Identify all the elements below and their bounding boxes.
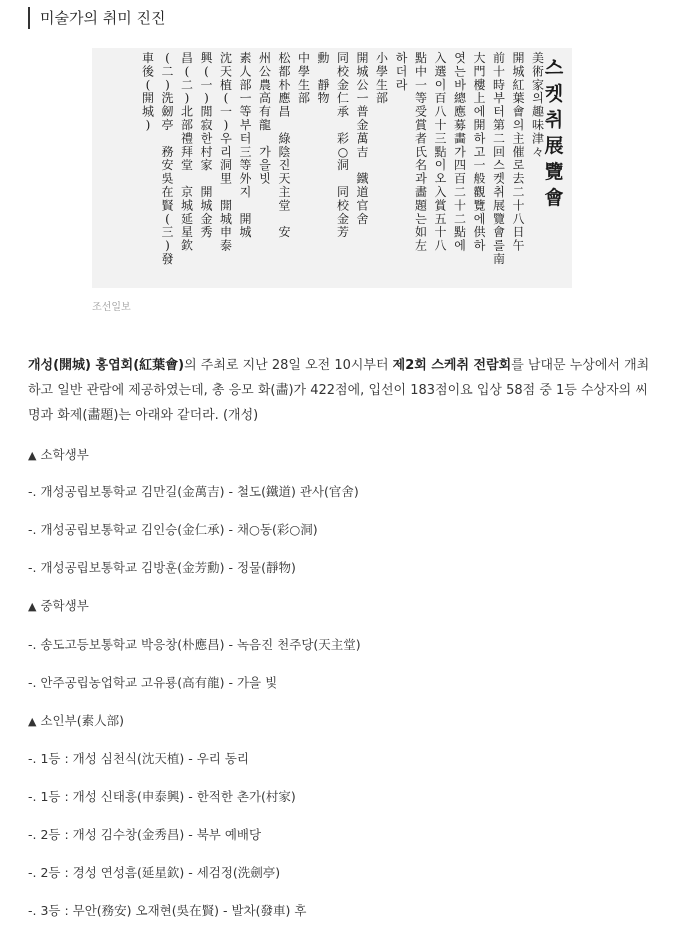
clipping-column: 點中一等受賞者氏名 과 畵題 는 如左 [414,51,428,253]
list-item: -. 1등 : 개성 신태흥(申泰興) - 한적한 촌가(村家) [28,789,296,804]
section-title: 미술가의 취미 진진 [28,7,165,29]
clipping-column: 勳 靜物 [317,51,330,106]
list-item: -. 2등 : 개성 김수창(金秀昌) - 북부 예배당 [28,827,262,842]
list-item: -. 1등 : 개성 심천식(沈天植) - 우리 동리 [28,751,249,766]
clipping-column: 大門樓上 에 開 하 고 一般觀覽 에 供 하 [473,51,486,253]
clipping-column: 松都朴應昌 綠陰 진 天主堂 安 [278,51,291,240]
clipping-column: 前十時 부 터 第二回 스 켓 취 展覽會 를 南 [492,51,506,266]
clipping-column: 中學生部 [297,51,311,106]
clipping-column: 車後(開城) [141,51,155,132]
section-heading-label: 중학생부 [40,598,89,613]
clipping-column: 엿 는 바 總應募畵 가 四百二十二點 에 [453,51,467,253]
section-heading-label: 소인부(素人部) [40,713,124,728]
clipping-column: 沈天植(一) 우 리 洞里 開城申泰 [219,51,233,253]
triangle-icon: ▲ [28,715,37,728]
intro-host: 개성(開城) 홍엽회(紅葉會) [28,358,185,373]
intro-text-2: 를 남대문 누상에서 개최하고 일반 관람에 제공하였는데, 총 응모 화(畵)가 422점에, 입선이 183점이요 입상 58점 중 1등 수상자의 씨명과 화제(畵題)는 아래와 같더라. (개성) [28,358,650,423]
clipping-column: (二)洗劒亭 務安吳在賢(三)發 [161,51,174,266]
clipping-column: 開城公 ㅡ 普金萬吉 鐵道官舍 [356,51,369,226]
triangle-icon: ▲ [28,600,37,613]
clipping-column: 昌(二)北部禮拜堂 京城延星欽 [180,51,194,253]
list-item: -. 3등 : 무안(務安) 오재현(吳在賢) - 발차(發車) 후 [28,903,307,918]
section-heading-elementary [28,446,89,465]
intro-event: 제2회 스케취 전람회 [392,358,512,373]
list-item: -. 개성공립보통학교 김인승(金仁承) - 채○동(彩○洞) [28,522,318,537]
clipping-svg [92,48,572,288]
clipping-headline: 스 켓 취 展覽會 [544,57,564,209]
triangle-icon: ▲ [28,449,37,462]
list-item: -. 개성공립보통학교 김방훈(金芳勳) - 정물(靜物) [28,560,296,575]
list-item: -. 2등 : 경성 연성흠(延星欽) - 세검정(洗劍亭) [28,865,281,880]
clipping-column: 興(一)閒寂 한 村家 開城金秀 [200,51,213,240]
clipping-column: 同校金仁承 彩○洞 同校金芳 [336,51,350,240]
clipping-column: 開城紅葉會 의 主催 로 去二十八日午 [512,51,525,253]
clipping-column: 美術家 의 趣味津々 [531,51,545,159]
clipping-column: 하 더 라 [395,51,408,92]
section-heading-middle [28,597,89,616]
article-intro [28,353,652,428]
list-item: -. 송도고등보통학교 박응창(朴應昌) - 녹음진 천주당(天主堂) [28,637,361,652]
section-heading-label: 소학생부 [40,447,89,462]
list-item: -. 개성공립보통학교 김만길(金萬吉) - 철도(鐵道) 관사(官舍) [28,484,359,499]
list-item: -. 안주공립농업학교 고유룡(高有龍) - 가을 빛 [28,675,278,690]
clipping-column: 小學生部 [375,51,389,106]
section-heading-amateur [28,712,124,731]
clipping-column: 州公農高有龍 가 을 빗 [258,51,272,186]
newspaper-clipping-image [92,48,572,288]
clipping-column: 素人部 ㅡ 等 부 터 三等外 지 開城 [239,51,252,240]
clipping-column: 入選 이 百八十三點 이 오 入賞五十八 [434,51,447,253]
intro-text-1: 의 주최로 지난 28일 오전 10시부터 [184,358,393,373]
image-caption: 조선일보 [92,302,131,313]
